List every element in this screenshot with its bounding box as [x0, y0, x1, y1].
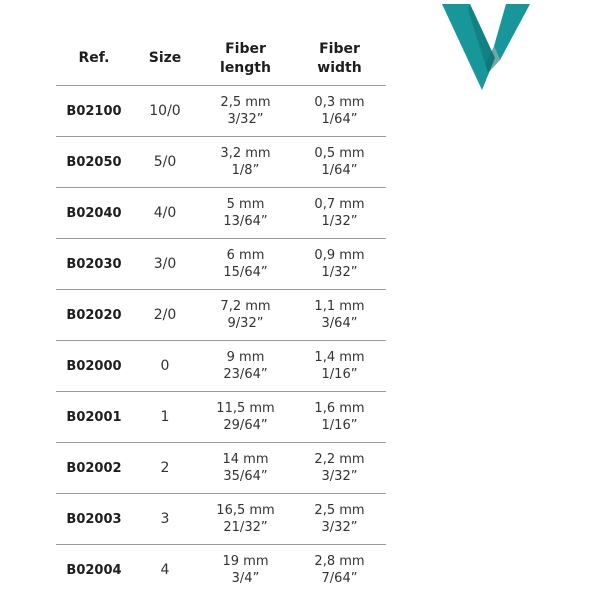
fiber-length-imperial: 1/8” — [231, 163, 260, 178]
fiber-length-imperial: 21/32” — [223, 520, 268, 535]
teal-v-logo-icon — [440, 0, 532, 92]
fiber-width-cell — [293, 94, 386, 128]
ref-cell: B02000 — [66, 358, 122, 374]
ref-cell: B02003 — [66, 511, 122, 527]
fiber-length-metric: 7,2 mm — [220, 299, 271, 314]
header-fiber-length-line1: Fiber — [225, 40, 266, 57]
table-row — [56, 443, 386, 494]
size-cell: 3 — [160, 511, 170, 527]
fiber-width-cell — [293, 400, 386, 434]
fiber-width-metric: 2,5 mm — [314, 503, 365, 518]
fiber-length-cell — [198, 502, 293, 536]
fiber-length-imperial: 15/64” — [223, 265, 268, 280]
size-cell: 0 — [160, 358, 170, 374]
fiber-length-cell — [198, 349, 293, 383]
fiber-width-imperial: 7/64” — [321, 571, 358, 586]
table-body — [56, 86, 386, 595]
ref-cell: B02004 — [66, 562, 122, 578]
fiber-length-metric: 16,5 mm — [216, 503, 275, 518]
fiber-length-metric: 11,5 mm — [216, 401, 275, 416]
fiber-width-cell — [293, 451, 386, 485]
fiber-width-metric: 2,8 mm — [314, 554, 365, 569]
fiber-width-imperial: 3/32” — [321, 520, 358, 535]
header-fiber-width-line1: Fiber — [319, 40, 360, 57]
size-cell: 1 — [160, 409, 170, 425]
fiber-length-metric: 6 mm — [226, 248, 265, 263]
fiber-width-imperial: 1/16” — [321, 418, 358, 433]
ref-cell: B02050 — [66, 154, 122, 170]
ref-cell: B02001 — [66, 409, 122, 425]
ref-cell: B02020 — [66, 307, 122, 323]
ref-cell: B02100 — [66, 103, 122, 119]
fiber-length-cell — [198, 247, 293, 281]
fiber-width-imperial: 1/64” — [321, 112, 358, 127]
fiber-length-imperial: 3/32” — [227, 112, 264, 127]
fiber-width-imperial: 1/16” — [321, 367, 358, 382]
size-cell: 2 — [160, 460, 170, 476]
table-row — [56, 392, 386, 443]
fiber-width-cell — [293, 502, 386, 536]
fiber-width-imperial: 1/64” — [321, 163, 358, 178]
header-size: Size — [148, 50, 182, 66]
fiber-length-imperial: 9/32” — [227, 316, 264, 331]
fiber-length-imperial: 35/64” — [223, 469, 268, 484]
header-fiber-width-line2: width — [317, 59, 362, 76]
size-cell: 2/0 — [153, 307, 177, 323]
fiber-length-cell — [198, 298, 293, 332]
fiber-width-imperial: 3/32” — [321, 469, 358, 484]
fiber-length-imperial: 29/64” — [223, 418, 268, 433]
table-row — [56, 545, 386, 595]
fiber-length-metric: 9 mm — [226, 350, 265, 365]
fiber-width-cell — [293, 553, 386, 587]
fiber-length-cell — [198, 196, 293, 230]
table-row — [56, 188, 386, 239]
table-row — [56, 341, 386, 392]
size-cell: 4/0 — [153, 205, 177, 221]
table-header-row — [56, 32, 386, 86]
fiber-length-metric: 5 mm — [226, 197, 265, 212]
fiber-width-metric: 2,2 mm — [314, 452, 365, 467]
fiber-width-metric: 0,3 mm — [314, 95, 365, 110]
header-fiber-length-line2: length — [220, 59, 271, 76]
size-cell: 10/0 — [149, 103, 181, 119]
fiber-width-cell — [293, 196, 386, 230]
fiber-width-imperial: 3/64” — [321, 316, 358, 331]
fiber-width-metric: 1,6 mm — [314, 401, 365, 416]
table-row — [56, 86, 386, 137]
fiber-width-metric: 0,5 mm — [314, 146, 365, 161]
ref-cell: B02030 — [66, 256, 122, 272]
size-cell: 4 — [160, 562, 170, 578]
fiber-width-imperial: 1/32” — [321, 265, 358, 280]
fiber-length-cell — [198, 400, 293, 434]
header-fiber-width — [293, 40, 386, 78]
size-cell: 3/0 — [153, 256, 177, 272]
fiber-width-metric: 0,9 mm — [314, 248, 365, 263]
header-ref: Ref. — [78, 50, 110, 66]
fiber-length-cell — [198, 451, 293, 485]
fiber-length-metric: 19 mm — [222, 554, 269, 569]
fiber-width-metric: 1,1 mm — [314, 299, 365, 314]
fiber-length-cell — [198, 145, 293, 179]
fiber-length-cell — [198, 553, 293, 587]
fiber-length-metric: 3,2 mm — [220, 146, 271, 161]
fiber-spec-table — [56, 32, 386, 595]
fiber-width-cell — [293, 298, 386, 332]
fiber-length-metric: 2,5 mm — [220, 95, 271, 110]
fiber-width-cell — [293, 145, 386, 179]
table-row — [56, 494, 386, 545]
fiber-width-metric: 0,7 mm — [314, 197, 365, 212]
fiber-width-cell — [293, 349, 386, 383]
fiber-length-imperial: 3/4” — [231, 571, 260, 586]
table-row — [56, 137, 386, 188]
fiber-length-imperial: 13/64” — [223, 214, 268, 229]
table-row — [56, 239, 386, 290]
fiber-length-cell — [198, 94, 293, 128]
ref-cell: B02002 — [66, 460, 122, 476]
fiber-width-imperial: 1/32” — [321, 214, 358, 229]
header-fiber-length — [198, 40, 293, 78]
fiber-length-metric: 14 mm — [222, 452, 269, 467]
fiber-length-imperial: 23/64” — [223, 367, 268, 382]
table-row — [56, 290, 386, 341]
fiber-width-cell — [293, 247, 386, 281]
size-cell: 5/0 — [153, 154, 177, 170]
fiber-width-metric: 1,4 mm — [314, 350, 365, 365]
ref-cell: B02040 — [66, 205, 122, 221]
